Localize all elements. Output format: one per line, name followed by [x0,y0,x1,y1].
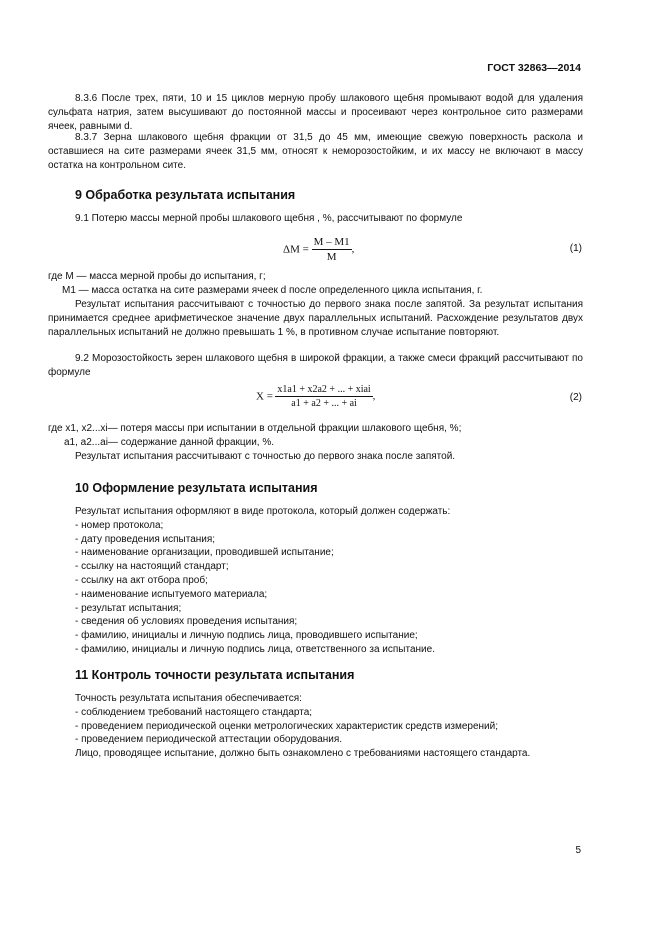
paragraph-8-3-6-text: 8.3.6 После трех, пяти, 10 и 15 циклов мерную пробу шлакового щебня промывают водой для удаления сульфата натрия, затем высушивают до постоянной массы и просеивают через контрольное сито размерами ячеек, равными d. [48,93,583,132]
list-item: - сведения об условиях проведения испытания; [75,616,298,628]
list-item: - наименование испытуемого материала; [75,588,268,600]
formula-1-fraction [312,236,352,263]
list-item: - фамилию, инициалы и личную подпись лица, ответственного за испытание. [75,643,435,655]
formula-1-denominator: M [326,251,337,263]
section-11-intro: Точность результата испытания обеспечивается: [75,693,302,704]
where-x: где x1, x2...xi— потеря массы при испытании в отдельной фракции шлакового щебня, %; [48,423,462,434]
section-11-closing: Лицо, проводящее испытание, должно быть ознакомлено с требованиями настоящего стандарта. [75,748,531,760]
section-11-title: 11 Контроль точности результата испытания [75,668,355,682]
formula-2-denominator: a1 + a2 + ... + ai [291,398,357,409]
page-number: 5 [575,845,581,856]
section-10-title: 10 Оформление результата испытания [75,481,318,495]
paragraph-9-2-text: 9.2 Морозостойкость зерен шлакового щебня в широкой фракции, а также смеси фракций рассчитывают по формуле [48,353,583,378]
paragraph-9-2 [48,352,583,380]
list-item: - проведением периодической аттестации оборудования. [75,734,343,746]
list-item: - результат испытания; [75,602,182,614]
list-item: - соблюдением требований настоящего стандарта; [75,706,313,718]
section-10-intro: Результат испытания оформляют в виде протокола, который должен содержать: [75,506,451,517]
formula-1-numerator: M – M1 [313,236,350,248]
section-10-body [75,505,585,657]
formula-2-number: (2) [569,392,582,403]
formula-1-lhs: ΔM = [283,243,309,256]
result-note-2: Результат испытания рассчитывают с точностью до первого знака после запятой. [75,451,456,462]
list-item: - фамилию, инициалы и личную подпись лица, проводившего испытание; [75,630,418,642]
result-note-1 [48,298,583,339]
formula-2-numerator: x1a1 + x2a2 + ... + xiai [277,384,371,395]
list-item: - номер протокола; [75,519,164,531]
list-item: - проведением периодической оценки метрологических характеристик средств измерений; [75,720,498,732]
where-a: a1, a2...ai— содержание данной фракции, %. [64,437,275,448]
result-note-1-text: Результат испытания рассчитывают с точностью до первого знака после запятой. За результат испытания принимается среднее арифметическое значение двух параллельных испытаний. Расхождение результатов двух параллельных испытаний не должно превышать 1 %, в противном случае испытание повторяют. [48,299,583,338]
list-item: - ссылку на акт отбора проб; [75,574,208,586]
formula-2: X = $\frac{\text{x1a1 + x2a2 + ... + xiai}}{a1 + a2 + ... + ai}$ , [256,384,376,409]
formula-1-number: (1) [569,243,582,254]
section-9-title: 9 Обработка результата испытания [75,188,296,202]
list-item: - ссылку на настоящий стандарт; [75,561,229,573]
formula-2-lhs: X = [256,390,273,403]
section-11-body [75,692,585,761]
paragraph-9-1: 9.1 Потерю массы мерной пробы шлакового щебня , %, рассчитывают по формуле [75,213,463,224]
paragraph-8-3-7 [48,131,583,172]
paragraph-8-3-6 [48,92,583,133]
formula-1: ΔM = $\frac{M - M1}{M}$ , [283,236,355,263]
document-code: ГОСТ 32863—2014 [487,62,581,74]
formula-2-fraction [275,384,372,409]
where-m: где M — масса мерной пробы до испытания, г; [48,271,266,282]
list-item: - наименование организации, проводившей испытание; [75,547,334,559]
list-item: - дату проведения испытания; [75,533,216,545]
paragraph-8-3-7-text: 8.3.7 Зерна шлакового щебня фракции от 31,5 до 45 мм, имеющие свежую поверхность раскола и оставшиеся на сите размерами ячеек 31,5 мм, относят к неморозостойким, и их массу не включают в массу остатка на контрольном сите. [48,132,583,171]
where-m1: M1 — масса остатка на сите размерами ячеек d после определенного цикла испытания, г. [62,285,483,296]
